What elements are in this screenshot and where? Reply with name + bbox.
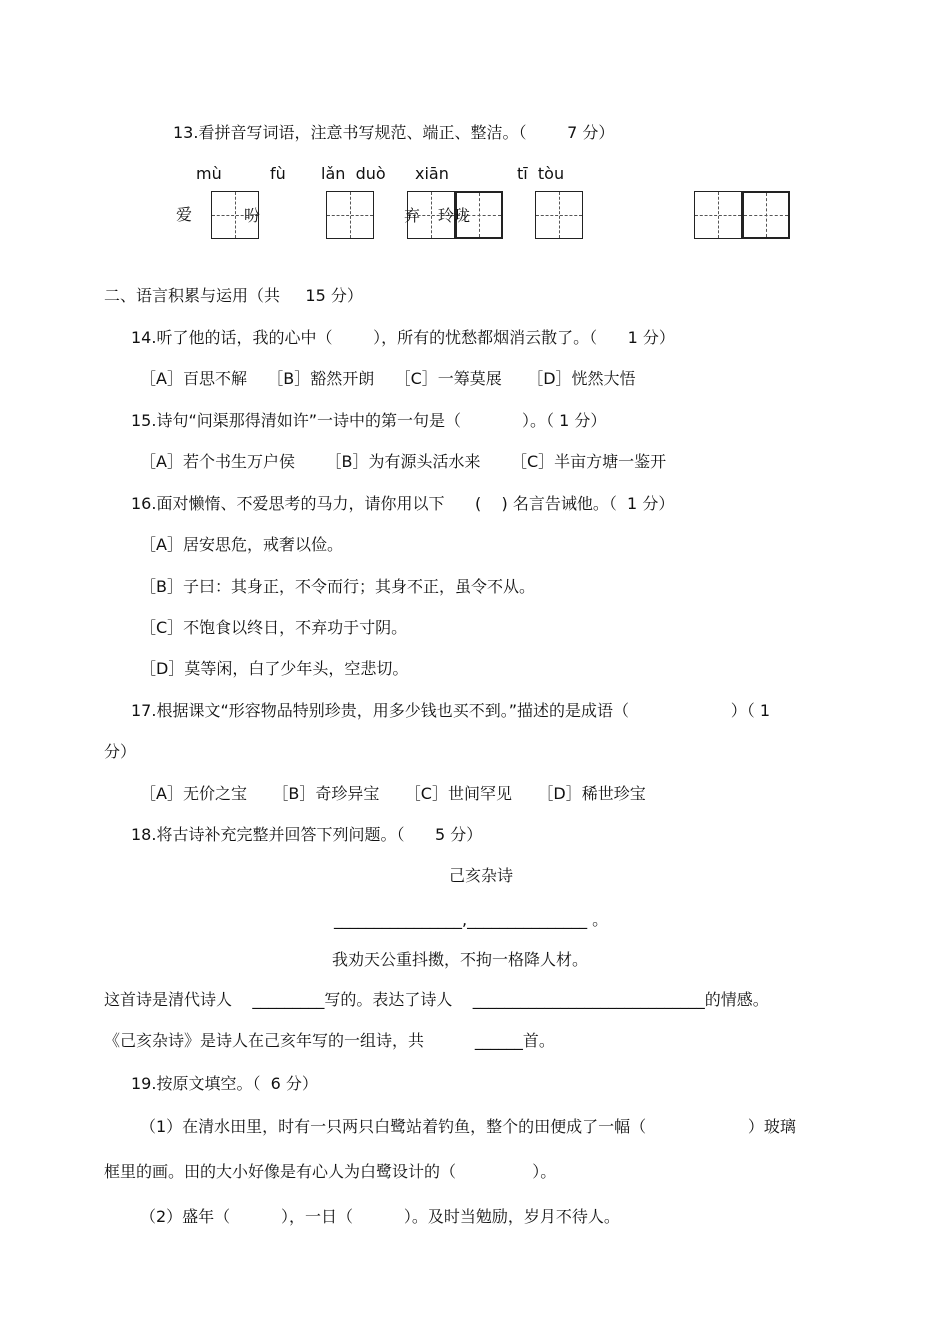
q18-stem: 18.将古诗补充完整并回答下列问题。（ 5 分） [131,825,483,844]
writing-box-7[interactable] [742,191,790,239]
q14-stem: 14.听了他的话，我的心中（ ），所有的忧愁都烟消云散了。（ 1 分） [131,328,675,347]
q15-options: ［A］若个书生万户侯 ［B］为有源头活水来 ［C］半亩方塘一鉴开 [140,452,667,471]
q15-stem: 15.诗句“问渠那得清如许”一诗中的第一句是（ ）。（ 1 分） [131,411,607,430]
pinyin-4: xiān [415,164,449,183]
given-char-3: 弃 [404,206,421,225]
q19-part-1a: （1）在清水田里，时有一只两只白鹭站着钓鱼，整个的田便成了一幅（ ）玻璃 [140,1117,796,1136]
q18-sub-2: 《己亥杂诗》是诗人在己亥年写的一组诗，共 ______首。 [104,1031,555,1050]
q13-title: 13.看拼音写词语，注意书写规范、端正、整洁。（ 7 分） [173,123,615,142]
q16-option-a: ［A］居安思危，戒奢以俭。 [140,535,343,554]
writing-box-6[interactable] [694,191,742,239]
q17-stem-cont: 分） [104,742,137,761]
pinyin-3: lǎn duò [321,164,386,183]
given-char-4: 玲珑 [438,206,471,225]
poem-blank-line: ________________,_______________ 。 [334,910,609,929]
pinyin-5: tī tòu [517,164,565,183]
pinyin-2: fù [270,164,286,183]
q16-option-c: ［C］不饱食以终日，不弃功于寸阴。 [140,618,408,637]
q16-option-b: ［B］子曰：其身正，不令而行；其身不正，虽令不从。 [140,577,535,596]
poem-title: 己亥杂诗 [449,866,514,885]
q16-stem: 16.面对懒惰、不爱思考的马力，请你用以下 ( ) 名言告诫他。（ 1 分） [131,494,675,513]
q19-part-1b: 框里的画。田的大小好像是有心人为白鹭设计的（ ）。 [104,1162,557,1181]
q17-stem: 17.根据课文“形容物品特别珍贵，用多少钱也买不到。”描述的是成语（ ）（ 1 [131,701,771,720]
q19-stem: 19.按原文填空。（ 6 分） [131,1074,318,1093]
given-char-1: 爱 [176,205,193,224]
section-2-title: 二、语言积累与运用（共 15 分） [104,286,363,305]
writing-box-5[interactable] [535,191,583,239]
pinyin-1: mù [196,164,222,183]
poem-line-2: 我劝天公重抖擞，不拘一格降人材。 [332,950,589,969]
writing-box-2[interactable] [326,191,374,239]
q14-options: ［A］百思不解 ［B］豁然开朗 ［C］一筹莫展 ［D］恍然大悟 [140,369,636,388]
q18-sub-1: 这首诗是清代诗人 _________写的。表达了诗人 _____________________________的情感。 [104,990,769,1009]
q16-option-d: ［D］莫等闲，白了少年头，空悲切。 [140,659,409,678]
given-char-2: 吩 [244,206,261,225]
q19-part-2: （2）盛年（ ），一日（ ）。及时当勉励，岁月不待人。 [140,1207,620,1226]
q17-options: ［A］无价之宝 ［B］奇珍异宝 ［C］世间罕见 ［D］稀世珍宝 [140,784,646,803]
